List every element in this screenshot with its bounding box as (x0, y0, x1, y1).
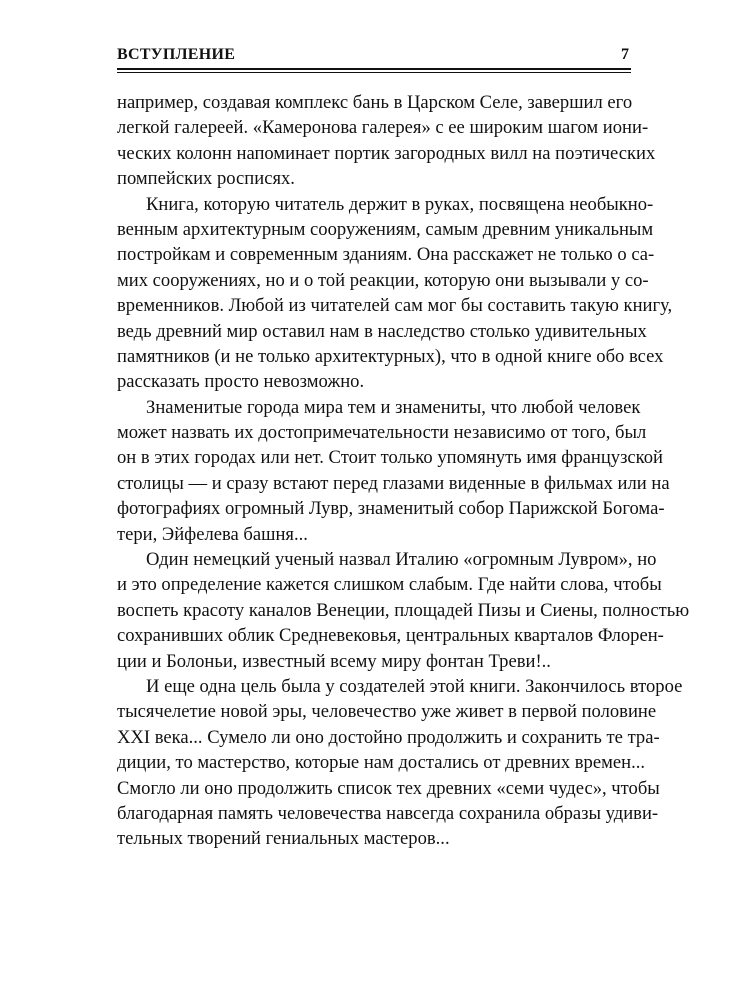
text-line: благодарная память человечества навсегда сохранила образы удиви- (117, 802, 659, 824)
body-text (117, 90, 690, 852)
text-line: И еще одна цель была у создателей этой книги. Закончилось второе (146, 675, 683, 697)
text-line: диции, то мастерство, которые нам достались от древних времен... (117, 752, 646, 774)
text-line: ции и Болоньи, известный всему миру фонтан Треви!.. (117, 650, 551, 672)
text-line: венным архитектурным сооружениям, самым древним уникальным (117, 218, 654, 240)
paragraph-4 (117, 547, 690, 674)
text-line: воспеть красоту каналов Венеции, площадей Пизы и Сиены, полностью (117, 599, 690, 621)
text-line: временников. Любой из читателей сам мог бы составить такую книгу, (117, 295, 673, 317)
text-line: может назвать их достопримечательности независимо от того, был (117, 422, 647, 444)
paragraph-5 (117, 674, 683, 852)
text-line: Книга, которую читатель держит в руках, посвящена необыкно- (146, 193, 654, 215)
header-rule-thin (117, 72, 631, 73)
text-line: легкой галереей. «Камеронова галерея» с ее широким шагом иони- (117, 117, 649, 139)
text-line: Смогло ли оно продолжить список тех древних «семи чудес», чтобы (117, 777, 660, 799)
text-line: мих сооружениях, но и о той реакции, которую они вызывали у со- (117, 269, 649, 291)
text-line: тери, Эйфелева башня... (117, 523, 308, 545)
text-line: ведь древний мир оставил нам в наследство столько удивительных (117, 320, 647, 342)
text-line: сохранивших облик Средневековья, центральных кварталов Флорен- (117, 625, 664, 647)
text-line: столицы — и сразу встают перед глазами виденные в фильмах или на (117, 472, 670, 494)
text-line: фотографиях огромный Лувр, знаменитый собор Парижской Богома- (117, 498, 665, 520)
paragraph-2 (117, 192, 673, 395)
text-line: тельных творений гениальных мастеров... (117, 828, 450, 850)
text-line: постройкам и современным зданиям. Она расскажет не только о са- (117, 244, 655, 266)
paragraph-3 (117, 395, 670, 547)
page-number: 7 (621, 46, 629, 63)
paragraph-1 (117, 90, 656, 192)
text-line: ческих колонн напоминает портик загородных вилл на поэтических (117, 142, 656, 164)
text-line: помпейских росписях. (117, 168, 295, 190)
header-rule-thick (117, 68, 631, 70)
text-line: рассказать просто невозможно. (117, 371, 365, 393)
running-header (117, 44, 631, 68)
text-line: XXI века... Сумело ли оно достойно продолжить и сохранить те тра- (117, 726, 660, 748)
text-line: Знаменитые города мира тем и знамениты, что любой человек (146, 396, 641, 418)
text-line: и это определение кажется слишком слабым. Где найти слова, чтобы (117, 574, 662, 596)
text-line: Один немецкий ученый назвал Италию «огромным Лувром», но (146, 549, 657, 571)
text-line: например, создавая комплекс бань в Царском Селе, завершил его (117, 92, 633, 113)
text-line: памятников (и не только архитектурных), что в одной книге обо всех (117, 345, 664, 367)
chapter-title: ВСТУПЛЕНИЕ (117, 46, 236, 63)
text-line: он в этих городах или нет. Стоит только упомянуть имя французской (117, 447, 663, 469)
text-line: тысячелетие новой эры, человечество уже живет в первой половине (117, 701, 657, 723)
